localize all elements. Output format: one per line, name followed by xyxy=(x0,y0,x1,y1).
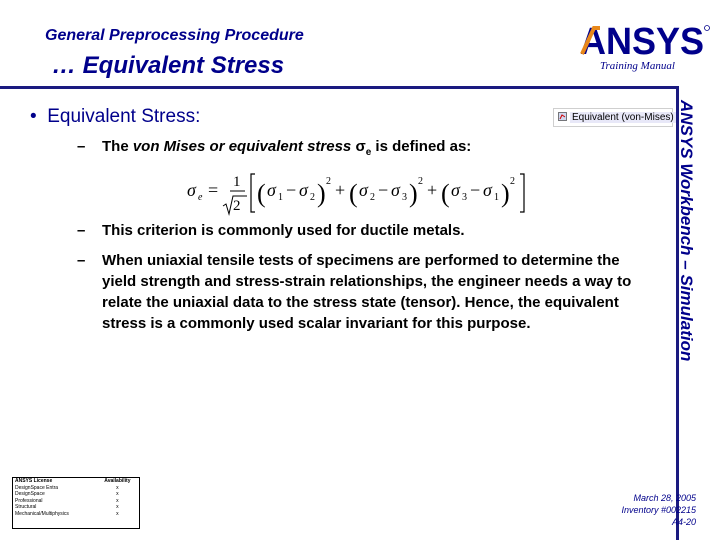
svg-text:1: 1 xyxy=(233,174,241,190)
svg-text:3: 3 xyxy=(402,192,407,203)
svg-text:): ) xyxy=(317,179,326,208)
svg-text:−: − xyxy=(286,180,297,200)
svg-text:σ: σ xyxy=(187,180,196,200)
svg-text:1: 1 xyxy=(494,192,499,203)
table-row: Professional x xyxy=(15,497,119,504)
svg-text:): ) xyxy=(409,179,418,208)
license-header: ANSYS License xyxy=(15,478,53,484)
svg-text:σ: σ xyxy=(267,180,276,200)
svg-text:2: 2 xyxy=(510,176,515,187)
bullet-equivalent-stress xyxy=(30,106,200,128)
dash: – xyxy=(77,138,86,155)
side-banner: ANSYS Workbench – Simulation xyxy=(677,100,696,362)
tree-item-label: Equivalent (von-Mises) xyxy=(572,112,674,123)
footer-inventory: Inventory #002215 xyxy=(621,505,696,515)
subitem-text: This criterion is commonly used for ductile metals. xyxy=(102,222,465,239)
svg-text:3: 3 xyxy=(462,192,467,203)
svg-text:1: 1 xyxy=(278,192,283,203)
svg-text:2: 2 xyxy=(370,192,375,203)
footer-page: A4-20 xyxy=(671,517,696,527)
dash: – xyxy=(77,222,86,239)
table-row: Mechanical/Multiphysics x xyxy=(15,510,119,517)
svg-text:(: ( xyxy=(441,179,450,208)
svg-text:σ: σ xyxy=(451,180,460,200)
subitem-definition: – The von Mises or equivalent stress $\sigma_e$ is defined as: xyxy=(77,138,472,158)
svg-text:(: ( xyxy=(257,179,266,208)
ansys-logo-text: ANSYS xyxy=(580,21,704,60)
svg-text:+: + xyxy=(427,180,438,200)
availability-header: Availability xyxy=(104,478,131,484)
training-manual-label: Training Manual xyxy=(600,60,675,72)
subitem-ductile xyxy=(77,222,465,239)
bullet-dot: • xyxy=(30,106,48,127)
subitem-text: When uniaxial tensile tests of specimens are performed to determine the yield strength and stress-strain relationships, the engineer needs a way to relate the uniaxial data to the stress state (tensor). Hence, the equivalent stress is a commonly used scalar invariant for this purpose. xyxy=(102,252,632,332)
svg-text:σ: σ xyxy=(359,180,368,200)
svg-text:2: 2 xyxy=(233,198,241,214)
ansys-logo xyxy=(578,20,712,60)
header-title: General Preprocessing Procedure xyxy=(45,27,304,44)
header-divider xyxy=(0,86,676,89)
svg-text:2: 2 xyxy=(418,176,423,187)
svg-text:(: ( xyxy=(349,179,358,208)
svg-text:σ: σ xyxy=(483,180,492,200)
svg-text:−: − xyxy=(470,180,481,200)
table-row: Structural x xyxy=(15,504,119,510)
footer-date: March 28, 2005 xyxy=(633,493,696,503)
subitem-uniaxial xyxy=(77,250,637,334)
footer-info xyxy=(621,492,696,528)
table-row: DesignSpace Entra x xyxy=(15,484,119,491)
tree-item-equivalent-stress[interactable] xyxy=(553,108,673,127)
equivalent-stress-icon xyxy=(558,112,567,121)
von-mises-formula xyxy=(185,166,535,218)
svg-text:=: = xyxy=(208,180,219,200)
svg-text:e: e xyxy=(198,192,203,203)
svg-text:): ) xyxy=(501,179,510,208)
dash: – xyxy=(77,252,86,269)
svg-text:σ: σ xyxy=(391,180,400,200)
table-row: DesignSpace x xyxy=(15,491,119,497)
svg-text:+: + xyxy=(335,180,346,200)
svg-text:2: 2 xyxy=(326,176,331,187)
license-table xyxy=(12,477,140,529)
bullet-text: Equivalent Stress: xyxy=(47,106,201,127)
svg-text:2: 2 xyxy=(310,192,315,203)
svg-text:−: − xyxy=(378,180,389,200)
svg-text:σ: σ xyxy=(299,180,308,200)
header-subtitle: … Equivalent Stress xyxy=(52,52,285,79)
